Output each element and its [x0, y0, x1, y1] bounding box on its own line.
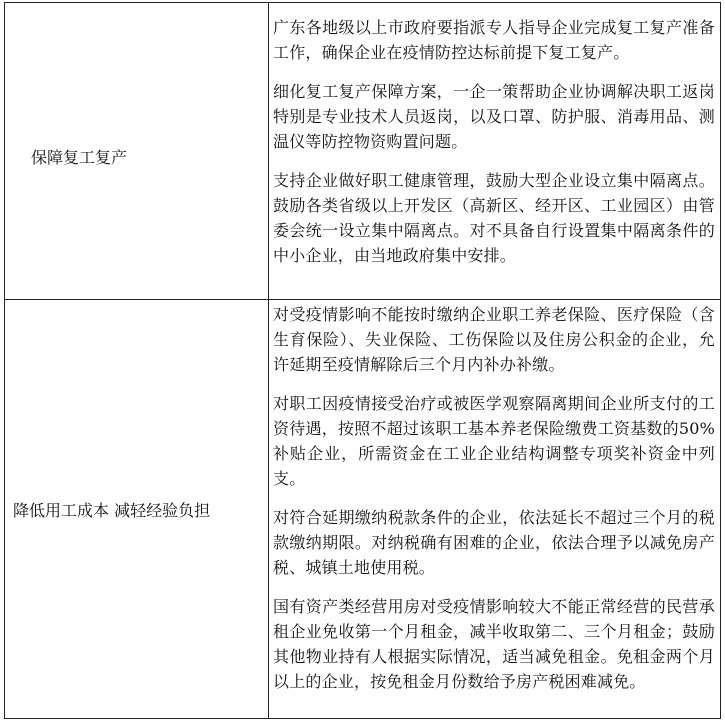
- category-label: 保障复工复产: [31, 148, 128, 167]
- measure-paragraph: 广东各地级以上市政府要指派专人指导企业完成复工复产准备工作，确保企业在疫情防控达标前提下复工复产。: [273, 18, 715, 62]
- measure-paragraph: 对符合延期缴纳税款条件的企业，依法延长不超过三个月的税款缴纳期限。对纳税确有困难的企业，依法合理予以减免房产税、城镇土地使用税。: [273, 508, 715, 577]
- category-cell: [5, 300, 269, 719]
- category-cell: [5, 3, 269, 300]
- measures-cell: [269, 3, 721, 300]
- measure-paragraph: 细化复工复产保障方案，一企一策帮助企业协调解决职工返岗特别是专业技术人员返岗，以及口罩、防护服、消毒用品、测温仪等防控物资购置问题。: [273, 82, 715, 151]
- table-row: [5, 300, 721, 719]
- measure-paragraph: 支持企业做好职工健康管理，鼓励大型企业设立集中隔离点。鼓励各类省级以上开发区（高新区、经开区、工业园区）由管委会统一设立集中隔离点。对不具备自行设置集中隔离条件的中小企业，由当地政府集中安排。: [273, 171, 715, 265]
- measure-paragraph: 对受疫情影响不能按时缴纳企业职工养老保险、医疗保险（含生育保险）、失业保险、工伤保险以及住房公积金的企业，允许延期至疫情解除后三个月内补办补缴。: [273, 305, 715, 374]
- measures-cell: [269, 300, 721, 719]
- measure-paragraph: 对职工因疫情接受治疗或被医学观察隔离期间企业所支付的工资待遇，按照不超过该职工基本养老保险缴费工资基数的50%补贴企业，所需资金在工业企业结构调整专项奖补资金中列支。: [273, 394, 715, 488]
- policy-table: [4, 2, 721, 719]
- table-row: [5, 3, 721, 300]
- category-label: 降低用工成本 减轻经验负担: [13, 501, 211, 520]
- measure-paragraph: 国有资产类经营用房对受疫情影响较大不能正常经营的民营承租企业免收第一个月租金，减半收取第二、三个月租金；鼓励其他物业持有人根据实际情况，适当减免租金。免租金两个月以上的企业，按免租金月份数给予房产税困难减免。: [273, 597, 715, 691]
